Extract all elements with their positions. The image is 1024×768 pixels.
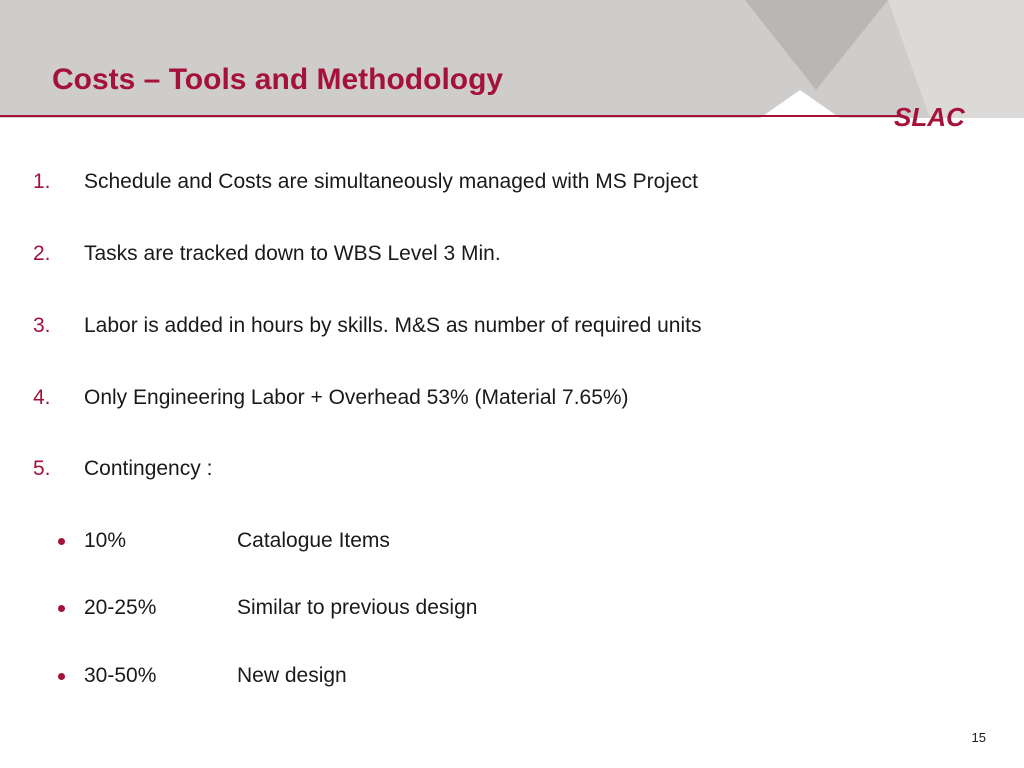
bullet-icon (58, 538, 65, 545)
bullet-icon (58, 673, 65, 680)
title-divider (0, 115, 900, 117)
contingency-percent: 20-25% (84, 596, 157, 619)
deco-triangle-dark (745, 0, 888, 90)
list-item-text: Schedule and Costs are simultaneously managed with MS Project (84, 170, 698, 193)
page-number: 15 (971, 730, 986, 745)
contingency-percent: 10% (84, 529, 127, 552)
list-item-number: 1. (33, 170, 51, 193)
list-item-text: Labor is added in hours by skills. M&S as number of required units (84, 314, 702, 337)
list-item (0, 383, 900, 413)
contingency-description: New design (237, 664, 347, 687)
list-item-text: Tasks are tracked down to WBS Level 3 Min. (84, 242, 501, 265)
list-item-number: 5. (33, 457, 51, 480)
contingency-description: Catalogue Items (237, 529, 390, 552)
list-item (0, 454, 900, 484)
bullet-icon (58, 605, 65, 612)
contingency-percent: 30-50% (84, 664, 157, 687)
list-item (0, 311, 900, 341)
list-item-number: 3. (33, 314, 51, 337)
deco-triangle-notch (760, 90, 840, 118)
list-item-number: 4. (33, 386, 51, 409)
slac-logo: SLAC (894, 102, 965, 132)
list-item-text: Contingency : (84, 457, 213, 480)
list-item (0, 239, 900, 269)
contingency-description: Similar to previous design (237, 596, 478, 619)
list-item-number: 2. (33, 242, 51, 265)
list-item-text: Only Engineering Labor + Overhead 53% (Material 7.65%) (84, 386, 629, 409)
contingency-item (0, 661, 700, 691)
slide-title: Costs – Tools and Methodology (52, 63, 504, 96)
contingency-item (0, 593, 700, 623)
list-item (0, 167, 900, 197)
contingency-item (0, 526, 700, 556)
